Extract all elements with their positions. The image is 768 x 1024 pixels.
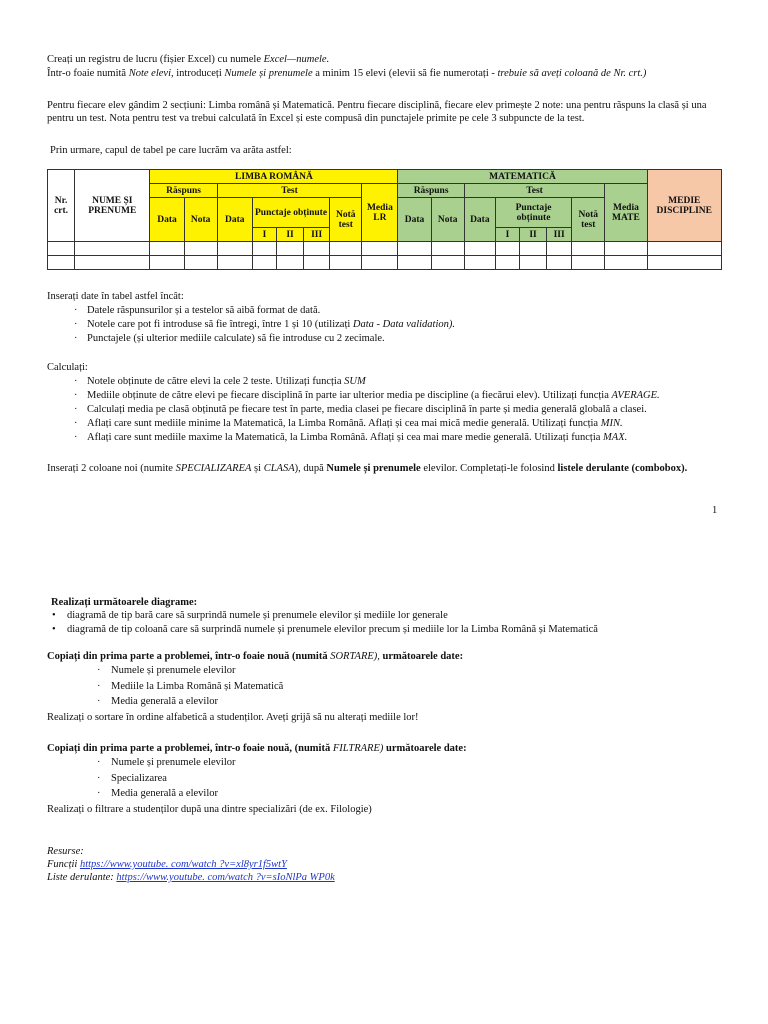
list-item: · Calculați media pe clasă obținută pe fiecare test în parte, media clasei pe fiecare disciplină în parte și media generală globală a clasei.	[74, 404, 647, 415]
page-number: 1	[712, 505, 718, 516]
diagrams-list	[47, 609, 727, 637]
list-item: · Datele răspunsurilor și a testelor să aibă format de dată.	[74, 305, 321, 316]
header-limba-romana: LIMBA ROMÂNĂ	[150, 170, 398, 184]
list-item: • diagramă de tip coloană care să surprindă numele și prenumele elevilor precum și mediile lor la Limba Română și Matematică	[52, 624, 598, 635]
header-m-nota-test: Notă test	[572, 198, 605, 242]
table-row	[48, 256, 722, 270]
calc-title: Calculați:	[47, 362, 88, 373]
header-m-sub-3: III	[547, 228, 572, 242]
table-intro: Prin urmare, capul de tabel pe care lucrăm va arăta astfel:	[50, 145, 292, 156]
list-item: · Specializarea	[97, 772, 167, 784]
header-lr-nota-test: Notă test	[330, 198, 362, 242]
list-item: · Numele și prenumele elevilor	[97, 665, 236, 676]
functions-link[interactable]: https://www.youtube. com/watch ?v=xl8yr1f5wtY	[79, 859, 287, 870]
filter-instruction: Realizați o filtrare a studenților după una dintre specializări (de ex. Filologie)	[47, 804, 372, 815]
header-m-punctaje: Punctaje obținute	[495, 198, 571, 228]
filter-title: Copiați din prima parte a problemei, într-o foaie nouă, (numită FILTRARE) următoarele date:	[47, 743, 467, 754]
list-item: · Notele care pot fi introduse să fie întregi, între 1 și 10 (utilizați Data - Data validation).	[74, 319, 455, 330]
header-nume: NUME ȘI PRENUME	[75, 170, 150, 242]
header-medie-discipline: MEDIE DISCIPLINE	[647, 170, 721, 242]
list-item: · Punctajele (și ulterior mediile calculate) să fie introduse cu 2 zecimale.	[74, 333, 385, 344]
resources-title: Resurse:	[47, 846, 84, 857]
list-item: • diagramă de tip bară care să surprindă numele și prenumele elevilor și mediile lor generale	[52, 610, 448, 621]
list-item: · Numele și prenumele elevilor	[97, 757, 236, 768]
header-m-t-data: Data	[464, 198, 495, 242]
header-lr-raspuns: Răspuns	[150, 184, 217, 198]
header-m-raspuns: Răspuns	[398, 184, 464, 198]
header-lr-test: Test	[217, 184, 362, 198]
header-lr-r-nota: Nota	[184, 198, 217, 242]
header-lr-sub-3: III	[304, 228, 330, 242]
header-lr-sub-1: I	[252, 228, 276, 242]
list-item: · Mediile obținute de către elevi pe fiecare disciplină în parte iar ulterior media pe discipline (a fiecărui elev). Utilizați funcția AVERAGE.	[74, 390, 660, 401]
table-row	[48, 242, 722, 256]
header-m-r-data: Data	[398, 198, 431, 242]
header-lr-t-data: Data	[217, 198, 252, 242]
header-lr-punctaje: Punctaje obținute	[252, 198, 329, 228]
resource-functions: Funcții https://www.youtube. com/watch ?v=xl8yr1f5wtY	[47, 859, 287, 870]
header-lr-r-data: Data	[150, 198, 184, 242]
sort-list	[47, 663, 727, 710]
grade-table	[47, 169, 722, 270]
header-matematica: MATEMATICĂ	[398, 170, 647, 184]
list-item: · Notele obținute de către elevi la cele 2 teste. Utilizați funcția SUM	[74, 376, 366, 387]
header-m-r-nota: Nota	[431, 198, 464, 242]
resource-dropdown-lists: Liste derulante: https://www.youtube. com/watch ?v=sIoNlPa WP0k	[47, 872, 335, 883]
intro-paragraph: Pentru fiecare elev gândim 2 secțiuni: Limba română și Matematică. Pentru fiecare disciplină, fiecare elev primește 2 note: una pentru răspuns la clasă și una pentru un test. Nota pentru test va trebui calculată în Excel și este compusă din punctajele primite pe cele 3 subpuncte de la test.	[47, 100, 707, 124]
sort-instruction: Realizați o sortare în ordine alfabetică a studenților. Aveți grijă să nu alterați mediile lor!	[47, 712, 419, 723]
intro-line-1: Creați un registru de lucru (fișier Excel) cu numele Excel—numele.	[47, 54, 330, 65]
header-media-mate: Media MATE	[605, 184, 647, 242]
header-m-sub-2: II	[519, 228, 546, 242]
filter-list	[47, 755, 727, 802]
columns-paragraph: Inserați 2 coloane noi (numite SPECIALIZAREA și CLASA), după Numele și prenumele elevilor. Completați-le folosind listele derulante (combobox).	[47, 463, 688, 474]
list-item: · Media generală a elevilor	[97, 696, 218, 707]
insert-list	[47, 304, 727, 346]
list-item: · Mediile la Limba Română și Matematică	[97, 680, 284, 692]
intro-line-2: Într-o foaie numită Note elevi, introduceți Numele și prenumele a minim 15 elevi (elevii să fie numerotați - trebuie să aveți coloană de Nr. crt.)	[47, 68, 647, 79]
header-media-lr: Media LR	[362, 184, 398, 242]
list-item: · Media generală a elevilor	[97, 788, 218, 799]
header-m-test: Test	[464, 184, 605, 198]
list-item: · Aflați care sunt mediile maxime la Matematică, la Limba Română. Aflați și cea mai mare medie generală. Utilizați funcția MAX.	[74, 432, 628, 443]
diagrams-title: Realizați următoarele diagrame:	[51, 597, 198, 608]
header-lr-sub-2: II	[276, 228, 303, 242]
dropdown-lists-link[interactable]: https://www.youtube. com/watch ?v=sIoNlPa WP0k	[116, 872, 335, 883]
insert-title: Inserați date în tabel astfel încât:	[47, 291, 184, 302]
header-m-sub-1: I	[495, 228, 519, 242]
sort-title: Copiați din prima parte a problemei, într-o foaie nouă (numită SORTARE), următoarele date:	[47, 651, 464, 662]
list-item: · Aflați care sunt mediile minime la Matematică, la Limba Română. Aflați și cea mai mică medie generală. Utilizați funcția MIN.	[74, 418, 623, 429]
header-nr-crt: Nr. crt.	[48, 170, 75, 242]
calc-list	[47, 375, 727, 445]
